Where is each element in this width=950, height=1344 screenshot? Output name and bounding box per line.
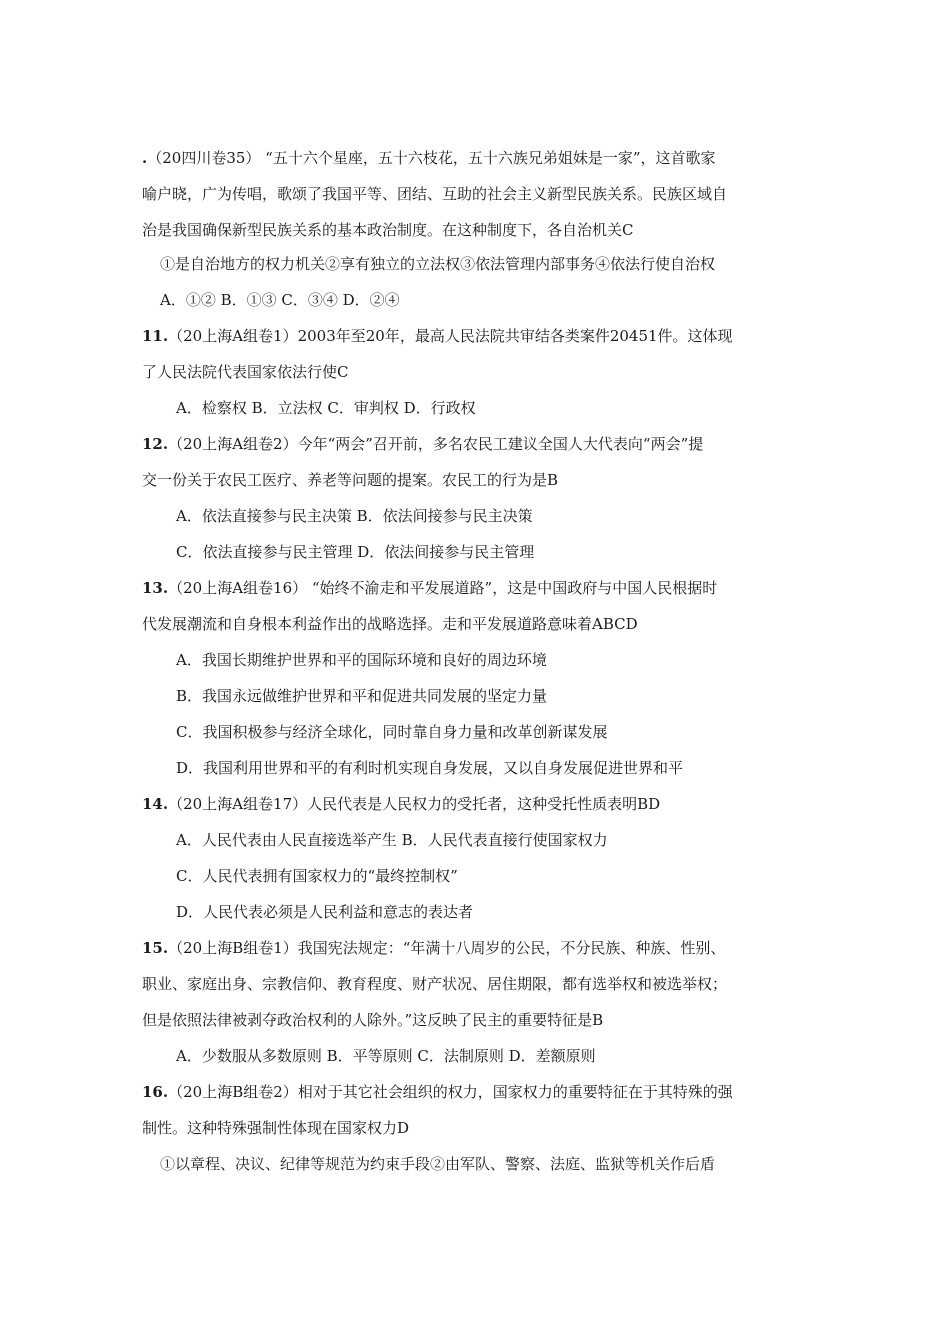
- question-12-line-2: 交一份关于农民工医疗、养老等问题的提案。农民工的行为是B: [142, 471, 559, 489]
- question-14-option-c: C．人民代表拥有国家权力的“最终控制权”: [176, 867, 458, 885]
- question-12-option-cd: C．依法直接参与民主管理 D．依法间接参与民主管理: [176, 543, 535, 561]
- question-13-line-2: 代发展潮流和自身根本利益作出的战略选择。走和平发展道路意味着ABCD: [142, 615, 638, 633]
- question-11-line-2: 了人民法院代表国家依法行使C: [142, 363, 349, 381]
- question-15-line-2: 职业、家庭出身、宗教信仰、教育程度、财产状况、居住期限，都有选举权和被选举权；: [142, 975, 728, 993]
- question-14-line-1: 14.（20上海A组卷17）人民代表是人民权力的受托者，这种受托性质表明BD: [142, 795, 661, 813]
- question-14-option-d: D．人民代表必须是人民利益和意志的表达者: [176, 903, 474, 921]
- question-16-line-2: 制性。这种特殊强制性体现在国家权力D: [142, 1119, 410, 1137]
- question-10-line-1: .（20四川卷35） “五十六个星座，五十六枝花，五十六族兄弟姐妹是一家”，这首歌家: [142, 149, 716, 167]
- question-13-option-c: C．我国积极参与经济全球化，同时靠自身力量和改革创新谋发展: [176, 723, 608, 741]
- question-13-line-1: 13.（20上海A组卷16） “始终不渝走和平发展道路”，这是中国政府与中国人民根据时: [142, 579, 718, 597]
- question-15-line-1: 15.（20上海B组卷1）我国宪法规定：“年满十八周岁的公民，不分民族、种族、性别、: [142, 939, 726, 957]
- question-11-options: A．检察权 B．立法权 C．审判权 D．行政权: [176, 399, 476, 417]
- question-15-line-3: 但是依照法律被剥夺政治权利的人除外。”这反映了民主的重要特征是B: [142, 1011, 604, 1029]
- question-13-option-a: A．我国长期维护世界和平的国际环境和良好的周边环境: [176, 651, 547, 669]
- question-10-statements: ①是自治地方的权力机关②享有独立的立法权③依法管理内部事务④依法行使自治权: [160, 255, 716, 273]
- question-10-options: A．①② B．①③ C．③④ D．②④: [160, 291, 400, 309]
- question-12-line-1: 12.（20上海A组卷2）今年“两会”召开前，多名农民工建议全国人大代表向“两会”提: [142, 435, 704, 453]
- question-16-line-1: 16.（20上海B组卷2）相对于其它社会组织的权力，国家权力的重要特征在于其特殊的强: [142, 1083, 733, 1101]
- question-13-option-b: B．我国永远做维护世界和平和促进共同发展的坚定力量: [176, 687, 548, 705]
- question-16-statements: ①以章程、决议、纪律等规范为约束手段②由军队、警察、法庭、监狱等机关作后盾: [160, 1155, 716, 1173]
- question-14-option-ab: A．人民代表由人民直接选举产生 B．人民代表直接行使国家权力: [176, 831, 608, 849]
- question-11-line-1: 11.（20上海A组卷1）2003年至20年，最高人民法院共审结各类案件20451件。这体现: [142, 327, 733, 345]
- question-12-option-ab: A．依法直接参与民主决策 B．依法间接参与民主决策: [176, 507, 533, 525]
- question-10-line-2: 喻户晓，广为传唱，歌颂了我国平等、团结、互助的社会主义新型民族关系。民族区域自: [142, 185, 728, 203]
- question-13-option-d: D．我国利用世界和平的有利时机实现自身发展，又以自身发展促进世界和平: [176, 759, 684, 777]
- question-15-options: A．少数服从多数原则 B．平等原则 C．法制原则 D．差额原则: [176, 1047, 596, 1065]
- question-10-line-3: 治是我国确保新型民族关系的基本政治制度。在这种制度下，各自治机关C: [142, 221, 634, 239]
